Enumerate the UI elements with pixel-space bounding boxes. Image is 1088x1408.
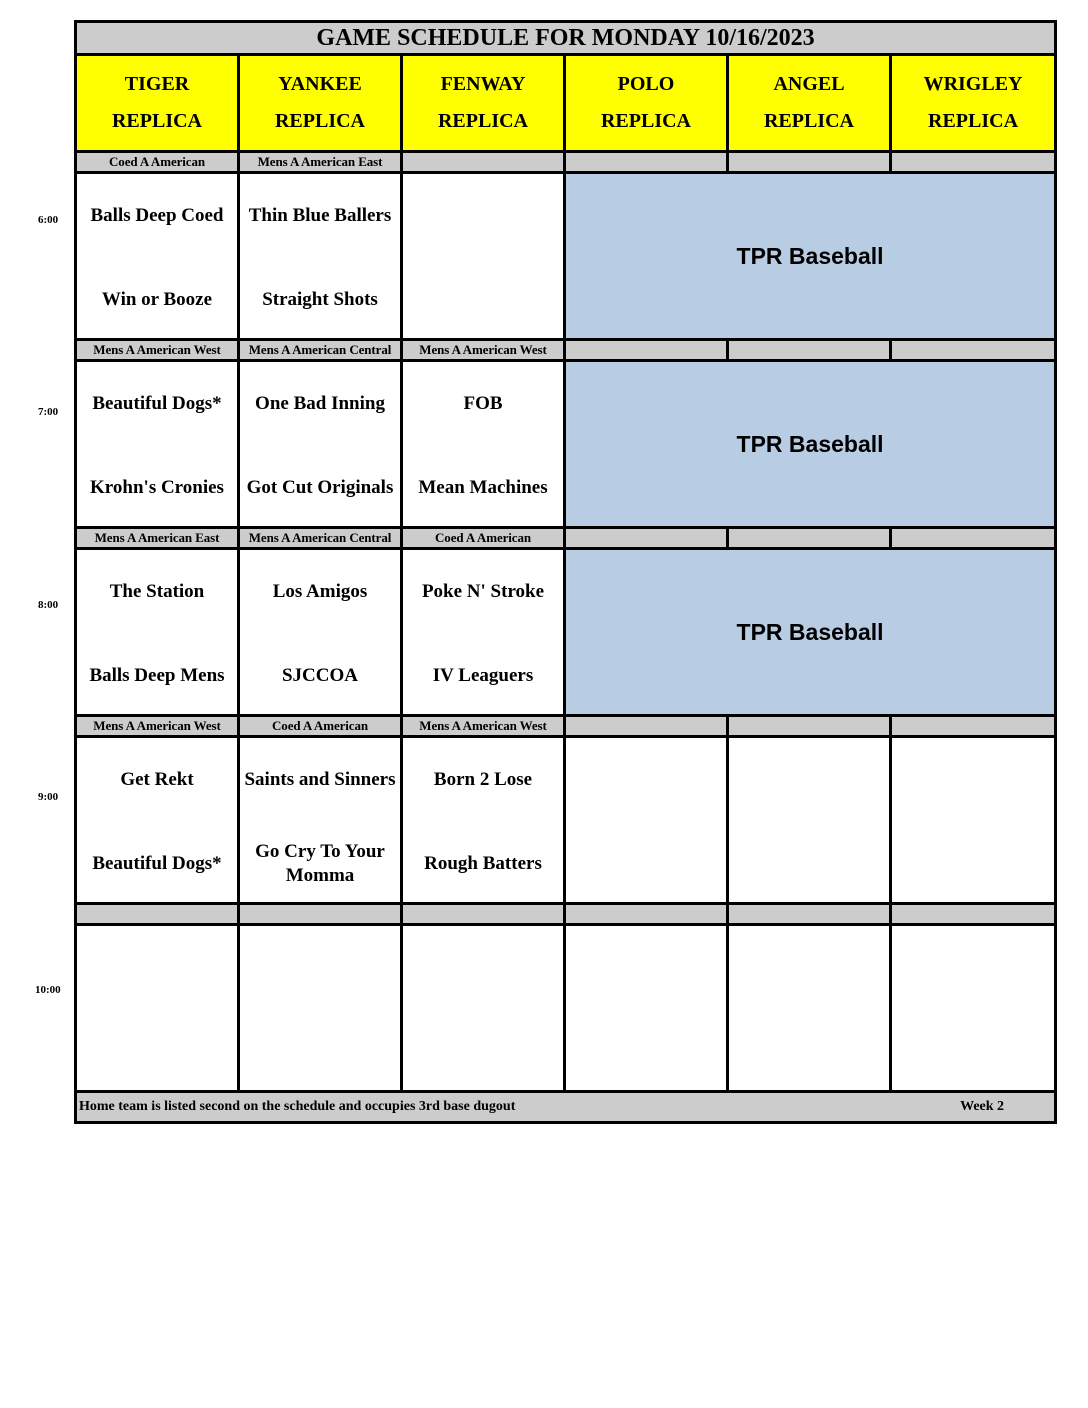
game-cell bbox=[402, 173, 565, 340]
home-team: IV Leaguers bbox=[432, 665, 534, 686]
home-team bbox=[566, 852, 726, 876]
field-header-angel bbox=[728, 55, 891, 152]
home-team bbox=[566, 1040, 726, 1064]
field-sub: REPLICA bbox=[928, 110, 1019, 132]
away-team: Balls Deep Coed bbox=[90, 205, 224, 226]
home-team: Mean Machines bbox=[418, 477, 548, 498]
field-header-row bbox=[76, 55, 1056, 152]
field-sub: REPLICA bbox=[600, 110, 691, 132]
home-team bbox=[403, 1040, 563, 1064]
division-label: Mens A American West bbox=[76, 716, 239, 737]
division-row bbox=[76, 152, 1056, 173]
week-label: Week 2 bbox=[960, 1099, 1005, 1114]
reserved-block: TPR Baseball bbox=[565, 361, 1056, 528]
game-cell bbox=[728, 925, 891, 1092]
home-team: Rough Batters bbox=[424, 853, 542, 874]
reserved-block: TPR Baseball bbox=[565, 173, 1056, 340]
home-team: Go Cry To Your Momma bbox=[255, 841, 385, 886]
away-team bbox=[403, 956, 563, 980]
away-team bbox=[729, 768, 889, 792]
game-cell bbox=[76, 737, 239, 904]
game-cell bbox=[402, 737, 565, 904]
game-cell bbox=[402, 361, 565, 528]
time-label-8: 8:00 bbox=[38, 599, 59, 611]
home-team bbox=[240, 1040, 400, 1064]
reserved-block: TPR Baseball bbox=[565, 549, 1056, 716]
time-label-6: 6:00 bbox=[38, 214, 59, 226]
field-name: FENWAY bbox=[440, 73, 526, 95]
division-label bbox=[728, 152, 891, 173]
game-cell bbox=[239, 173, 402, 340]
away-team: The Station bbox=[109, 581, 205, 602]
division-label bbox=[565, 904, 728, 925]
game-cell bbox=[76, 173, 239, 340]
game-cell bbox=[239, 361, 402, 528]
field-header-yankee bbox=[239, 55, 402, 152]
time-label-7: 7:00 bbox=[38, 406, 59, 418]
division-label: Mens A American East bbox=[76, 528, 239, 549]
game-cell bbox=[565, 925, 728, 1092]
division-label bbox=[891, 904, 1056, 925]
field-sub: REPLICA bbox=[437, 110, 528, 132]
division-label bbox=[239, 904, 402, 925]
division-row bbox=[76, 716, 1056, 737]
field-header-polo bbox=[565, 55, 728, 152]
field-name: WRIGLEY bbox=[923, 73, 1023, 95]
field-sub: REPLICA bbox=[763, 110, 854, 132]
field-header-tiger bbox=[76, 55, 239, 152]
division-label bbox=[402, 904, 565, 925]
game-cell bbox=[76, 549, 239, 716]
division-label bbox=[891, 528, 1056, 549]
division-label: Mens A American East bbox=[239, 152, 402, 173]
away-team bbox=[566, 956, 726, 980]
away-team bbox=[729, 956, 889, 980]
away-team: Poke N' Stroke bbox=[421, 581, 545, 602]
division-label bbox=[891, 716, 1056, 737]
field-sub: REPLICA bbox=[111, 110, 202, 132]
schedule-sheet bbox=[74, 20, 1054, 1124]
away-team: Saints and Sinners bbox=[244, 769, 396, 790]
home-team: Beautiful Dogs* bbox=[92, 853, 222, 874]
division-row bbox=[76, 904, 1056, 925]
home-team bbox=[77, 1040, 237, 1064]
division-label: Mens A American West bbox=[402, 716, 565, 737]
game-cell bbox=[239, 737, 402, 904]
field-header-wrigley bbox=[891, 55, 1056, 152]
division-label bbox=[565, 152, 728, 173]
game-cell bbox=[402, 549, 565, 716]
away-team: Beautiful Dogs* bbox=[92, 393, 222, 414]
schedule-title: GAME SCHEDULE FOR MONDAY 10/16/2023 bbox=[76, 22, 1056, 55]
game-cell bbox=[239, 925, 402, 1092]
game-row bbox=[76, 925, 1056, 1092]
division-label bbox=[565, 528, 728, 549]
division-label bbox=[565, 716, 728, 737]
home-team: Krohn's Cronies bbox=[90, 477, 224, 498]
field-name: POLO bbox=[617, 73, 675, 95]
away-team: Los Amigos bbox=[272, 581, 368, 602]
home-team bbox=[403, 288, 563, 312]
game-cell bbox=[565, 737, 728, 904]
game-row bbox=[76, 361, 1056, 528]
division-label: Coed A American bbox=[76, 152, 239, 173]
away-team bbox=[403, 204, 563, 228]
game-cell bbox=[728, 737, 891, 904]
footer-row bbox=[76, 1092, 1056, 1123]
home-team bbox=[729, 852, 889, 876]
away-team: Thin Blue Ballers bbox=[248, 205, 392, 226]
away-team bbox=[892, 768, 1054, 792]
division-label bbox=[728, 904, 891, 925]
home-team-note: Home team is listed second on the schedule and occupies 3rd base dugout bbox=[79, 1099, 516, 1114]
division-label: Mens A American West bbox=[402, 340, 565, 361]
game-cell bbox=[239, 549, 402, 716]
away-team bbox=[566, 768, 726, 792]
schedule-table bbox=[74, 20, 1057, 1124]
field-sub: REPLICA bbox=[274, 110, 365, 132]
away-team bbox=[892, 956, 1054, 980]
home-team: Got Cut Originals bbox=[246, 477, 394, 498]
home-team bbox=[892, 1040, 1054, 1064]
division-label: Mens A American West bbox=[76, 340, 239, 361]
field-header-fenway bbox=[402, 55, 565, 152]
game-row bbox=[76, 549, 1056, 716]
division-label bbox=[728, 340, 891, 361]
division-label bbox=[728, 528, 891, 549]
game-row bbox=[76, 173, 1056, 340]
away-team bbox=[240, 956, 400, 980]
division-label bbox=[402, 152, 565, 173]
home-team bbox=[892, 852, 1054, 876]
division-row bbox=[76, 528, 1056, 549]
home-team: SJCCOA bbox=[281, 665, 358, 686]
game-cell bbox=[402, 925, 565, 1092]
home-team: Balls Deep Mens bbox=[89, 665, 225, 686]
division-label bbox=[565, 340, 728, 361]
division-label: Mens A American Central bbox=[239, 528, 402, 549]
away-team bbox=[77, 956, 237, 980]
away-team: FOB bbox=[463, 393, 503, 414]
division-label bbox=[76, 904, 239, 925]
division-label bbox=[891, 152, 1056, 173]
division-label: Coed A American bbox=[239, 716, 402, 737]
game-cell bbox=[891, 925, 1056, 1092]
home-team: Straight Shots bbox=[262, 289, 378, 310]
away-team: Born 2 Lose bbox=[433, 769, 533, 790]
division-label: Coed A American bbox=[402, 528, 565, 549]
game-cell bbox=[76, 925, 239, 1092]
game-cell bbox=[76, 361, 239, 528]
division-label: Mens A American Central bbox=[239, 340, 402, 361]
division-label bbox=[891, 340, 1056, 361]
time-label-10: 10:00 bbox=[35, 984, 61, 996]
footer bbox=[76, 1092, 1056, 1123]
away-team: Get Rekt bbox=[120, 769, 194, 790]
field-name: TIGER bbox=[124, 73, 190, 95]
home-team bbox=[729, 1040, 889, 1064]
division-row bbox=[76, 340, 1056, 361]
away-team: One Bad Inning bbox=[255, 393, 385, 414]
time-label-9: 9:00 bbox=[38, 791, 59, 803]
game-row bbox=[76, 737, 1056, 904]
home-team: Win or Booze bbox=[101, 289, 213, 310]
game-cell bbox=[891, 737, 1056, 904]
field-name: ANGEL bbox=[773, 73, 845, 95]
division-label bbox=[728, 716, 891, 737]
field-name: YANKEE bbox=[278, 73, 362, 95]
